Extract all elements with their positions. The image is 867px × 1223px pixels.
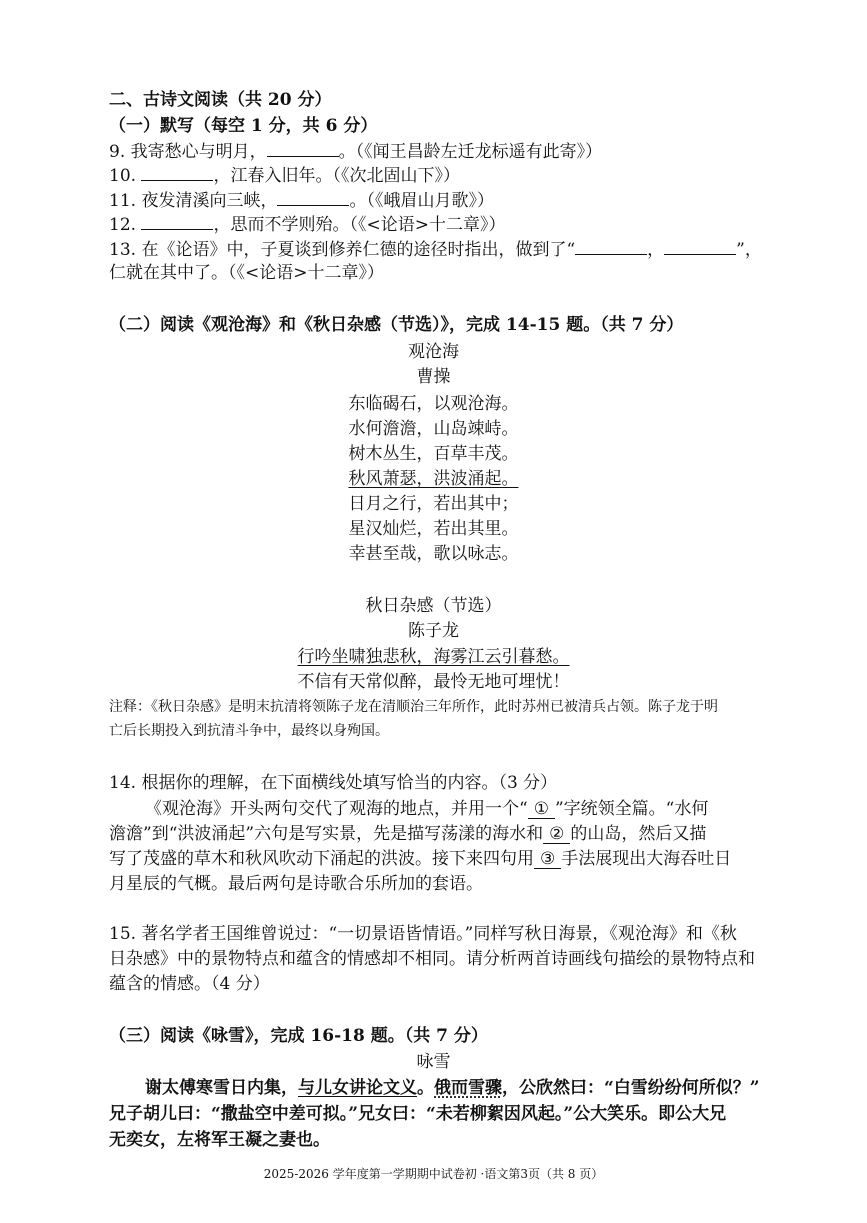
question-15: 日杂感》中的景物特点和蕴含的情感却不相同。请分析两首诗画线句描绘的景物特点和 [109, 949, 755, 969]
question-14: 14. 根据你的理解，在下面横线处填写恰当的内容。（3 分） [109, 773, 558, 793]
page-footer: 2025-2026 学年度第一学期期中试卷初 ·语文第3页（共 8 页） [263, 1167, 604, 1181]
annotation: 注释：《秋日杂感》是明末抗清将领陈子龙在清顺治三年所作，此时苏州已被清兵占领。陈子龙于明 [109, 699, 718, 715]
answer-blank[interactable] [267, 140, 339, 157]
answer-blank[interactable] [575, 238, 647, 255]
question-13-line2: 仁就在其中了。（《<论语>十二章》） [109, 263, 384, 283]
poem1-line: 水何澹澹，山岛竦峙。 [348, 419, 519, 439]
question-10: 10. ，江春入旧年。（《次北固山下》） [109, 166, 460, 186]
question-12: 12. ，思而不学则殆。（《<论语>十二章》） [109, 215, 506, 235]
question-14-body: 澹澹”到“洪波涌起”六句是写实景，先是描写荡漾的海水和 ② 的山岛，然后又描 [109, 824, 707, 844]
question-14-body: 写了茂盛的草木和秋风吹动下涌起的洪波。接下来四句用 ③ 手法展现出大海吞吐日 [109, 849, 732, 869]
question-15: 15. 著名学者王国维曾说过：“一切景语皆情语。”同样写秋日海景，《观沧海》和《秋 [109, 924, 737, 944]
passage-title: 咏雪 [416, 1052, 451, 1072]
underlined-phrase: 与儿女讲论文义 [298, 1078, 417, 1098]
question-11: 11. 夜发清溪向三峡， 。（《峨眉山月歌》） [109, 191, 494, 211]
answer-blank[interactable]: ② [543, 825, 570, 844]
dotted-phrase: 俄而雪骤 [434, 1078, 502, 1098]
section-heading: 二、古诗文阅读（共 20 分） [109, 90, 332, 110]
poem2-line [0, 646, 867, 668]
poem1-author: 曹操 [416, 367, 451, 387]
poem2-author: 陈子龙 [408, 621, 459, 641]
underlined-line: 秋风萧瑟，洪波涌起。 [348, 469, 519, 489]
poem1-line: 幸甚至哉，歌以咏志。 [348, 544, 519, 564]
question-15: 蕴含的情感。（4 分） [109, 974, 270, 994]
question-14-body: 月星辰的气概。最后两句是诗歌合乐所加的套语。 [109, 874, 483, 894]
answer-blank[interactable]: ① [528, 800, 555, 819]
part2-heading: （二）阅读《观沧海》和《秋日杂感（节选）》，完成 14-15 题。（共 7 分） [109, 315, 684, 335]
answer-blank[interactable] [277, 189, 349, 206]
part3-heading: （三）阅读《咏雪》，完成 16-18 题。（共 7 分） [109, 1026, 488, 1046]
poem1-title: 观沧海 [408, 342, 459, 362]
poem1-line [0, 468, 867, 490]
passage-line: 兄子胡儿曰：“撒盐空中差可拟。”兄女曰：“未若柳絮因风起。”公大笑乐。即公大兄 [109, 1104, 727, 1124]
passage-line: 谢太傅寒雪日内集，与儿女讲论文义。俄而雪骤，公欣然曰：“白雪纷纷何所似？” [145, 1078, 760, 1098]
poem2-line: 不信有天常似醉，最怜无地可埋忧！ [297, 672, 570, 692]
poem1-line: 东临碣石，以观沧海。 [348, 394, 519, 414]
question-9: 9. 我寄愁心与明月， 。（《闻王昌龄左迁龙标遥有此寄》） [109, 142, 603, 162]
poem1-line: 树木丛生，百草丰茂。 [348, 444, 519, 464]
question-14-body: 《观沧海》开头两句交代了观海的地点，并用一个“ ① ”字统领全篇。“水何 [145, 799, 709, 819]
annotation: 亡后长期投入到抗清斗争中，最终以身殉国。 [109, 723, 389, 739]
poem2-title: 秋日杂感（节选） [365, 596, 502, 616]
passage-line: 无奕女，左将军王凝之妻也。 [109, 1130, 330, 1150]
question-13: 13. 在《论语》中，子夏谈到修养仁德的途径时指出，做到了“ ， ”， [109, 240, 762, 260]
answer-blank[interactable] [141, 164, 213, 181]
poem1-line: 星汉灿烂，若出其里。 [348, 519, 519, 539]
underlined-line: 行吟坐啸独悲秋，海雾江云引暮愁。 [297, 647, 570, 667]
answer-blank[interactable] [141, 213, 213, 230]
poem1-line: 日月之行，若出其中； [348, 494, 519, 514]
answer-blank[interactable]: ③ [534, 850, 561, 869]
answer-blank[interactable] [664, 238, 736, 255]
part1-heading: （一）默写（每空 1 分，共 6 分） [109, 116, 378, 136]
